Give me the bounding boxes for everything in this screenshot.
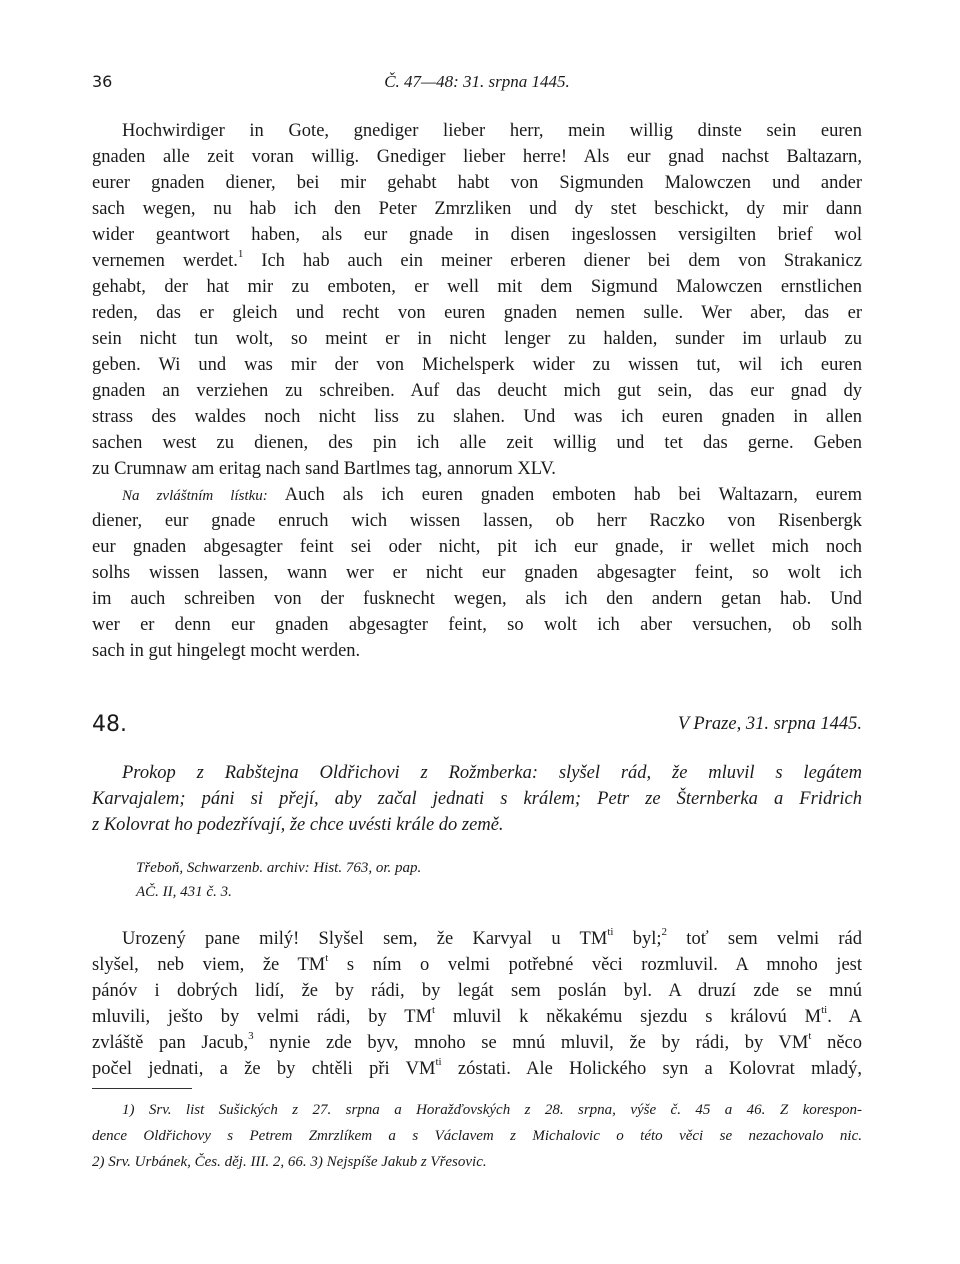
document-48-text: [92, 926, 862, 1082]
page-header: [92, 72, 862, 98]
note-label: Na zvláštním lístku:: [122, 488, 268, 504]
text-line: solhs wissen lassen, wann wer er nicht eur gnaden abgesagter feint, so wolt ich: [92, 563, 862, 583]
text-line: wider geantwort haben, als eur gnade in disen ingeslossen versigilten brief wol: [92, 225, 862, 245]
text-span: zvláště pan Jacub,: [92, 1033, 249, 1053]
place-date: V Praze, 31. srpna 1445.: [677, 714, 862, 734]
source-info: [136, 856, 421, 904]
text-span: mluvili, ješto by velmi rádi, by TM: [92, 1007, 433, 1027]
document-number: 48.: [92, 712, 127, 737]
text-line: sein nicht tun wolt, so meint er in nicht lenger zu halden, sunder im urlaub zu: [92, 329, 862, 349]
text-line: gehabt, der hat mir zu emboten, er well mit dem Sigmund Malowczen ernstlichen: [92, 277, 862, 297]
footnote-line: dence Oldřichovy s Petrem Zmrzlíkem a s Václavem z Michalovic o této věci se nezachovalo nic.: [92, 1128, 862, 1144]
text-line: pánóv i dobrých lidí, že by rádi, by legát sem poslán byl. A druzí zde se mnú: [92, 981, 862, 1001]
text-line: [92, 1004, 862, 1030]
page-number: 36: [92, 72, 113, 91]
superscript: t: [432, 1003, 436, 1016]
regest-line: Prokop z Rabštejna Oldřichovi z Rožmberka: slyšel rád, že mluvil s legátem: [122, 763, 862, 783]
regest-line: Karvajalem; páni si přejí, aby začal jednati s králem; Petr ze Šternberka a Fridrich: [92, 789, 862, 809]
superscript: t: [808, 1029, 812, 1042]
text-line: eur gnaden abgesagter feint sei oder nicht, pit ich eur gnade, ir wellet mich noch: [92, 537, 862, 557]
text-line: reden, das er gleich und recht von euren gnaden nemen sulle. Wer aber, das er: [92, 303, 862, 323]
footnote-divider: [92, 1088, 192, 1089]
text-line: strass des waldes noch nicht liss zu slahen. Und was ich euren gnaden in allen: [92, 407, 862, 427]
document-48-heading: [92, 712, 862, 742]
text-span: s ním o velmi potřebné věci rozmluvil. A mnoho jest: [328, 955, 862, 975]
text-line: [92, 1056, 862, 1082]
source-line: AČ. II, 431 č. 3.: [136, 884, 232, 900]
text-span: Auch als ich euren gnaden emboten hab bei Waltazarn, eurem: [267, 485, 862, 505]
text-span: mluvil k někakému sjezdu s královú M: [435, 1007, 822, 1027]
text-span: slyšel, neb viem, že TM: [92, 955, 326, 975]
document-47-text: [92, 118, 862, 664]
closing-line: zu Crumnaw am eritag nach sand Bartlmes tag, annorum XLV.: [92, 459, 556, 479]
text-span: byl;: [613, 929, 662, 949]
text-span: vernemen werdet.: [92, 251, 238, 271]
text-line: geben. Wi und was mir der von Michelsperk wider zu wissen tut, wil ich euren: [92, 355, 862, 375]
text-line: gnaden alle zeit voran willig. Gnediger lieber herre! Als eur gnad nachst Baltazarn,: [92, 147, 862, 167]
regest: [92, 760, 862, 838]
text-span: . A: [827, 1007, 863, 1027]
text-line: diener, eur gnade enruch wich wissen lassen, ob herr Raczko von Risenbergk: [92, 511, 862, 531]
footnote-ref: 1: [237, 247, 244, 260]
text-line: [92, 248, 862, 274]
text-span: počel jednati, a že by chtěli při VM: [92, 1059, 436, 1079]
text-span: toť sem velmi rád: [667, 929, 863, 949]
footnote-ref: 2: [661, 925, 668, 938]
text-line: [92, 1030, 862, 1056]
text-line: im auch schreiben von der fusknecht wegen, als ich den andern getan hab. Und: [92, 589, 862, 609]
text-line: sachen west zu dienen, des pin ich alle zeit willig und tet das gerne. Geben: [92, 433, 862, 453]
footnote-ref: 3: [248, 1029, 254, 1042]
running-title: Č. 47—48: 31. srpna 1445.: [384, 72, 570, 91]
text-line: eurer gnaden diener, bei mir gehabt habt von Sigmunden Malowczen und ander: [92, 173, 862, 193]
superscript: ti: [821, 1003, 828, 1016]
note-first-line: [92, 482, 862, 508]
text-line: [92, 926, 862, 952]
text-line: wer er denn eur gnaden abgesagter feint, so wolt ich aber versuchen, ob solh: [92, 615, 862, 635]
text-span: nynie zde byv, mnoho se mnú mluvil, že by rádi, by VM: [253, 1033, 809, 1053]
footnote-line: 1) Srv. list Sušických z 27. srpna a Horažďovských z 28. srpna, výše č. 45 a 46. Z korespon-: [122, 1102, 862, 1118]
superscript: t: [325, 951, 329, 964]
source-line: Třeboň, Schwarzenb. archiv: Hist. 763, or. pap.: [136, 860, 422, 876]
text-span: zóstati. Ale Holického syn a Kolovrat mladý,: [441, 1059, 862, 1079]
footnotes: [92, 1099, 862, 1177]
text-span: Urozený pane milý! Slyšel sem, že Karvyal u TM: [122, 929, 608, 949]
text-span: Ich hab auch ein meiner erberen diener bei dem von Strakanicz: [243, 251, 862, 271]
regest-line: z Kolovrat ho podezřívají, že chce uvésti krále do země.: [92, 815, 504, 835]
text-line: gnaden an verziehen zu schreiben. Auf das deucht mich gut sein, das eur gnad dy: [92, 381, 862, 401]
text-line: [92, 952, 862, 978]
superscript: ti: [435, 1055, 442, 1068]
text-line: Hochwirdiger in Gote, gnediger lieber herr, mein willig dinste sein euren: [122, 121, 862, 141]
footnote-line: 2) Srv. Urbánek, Čes. děj. III. 2, 66. 3) Nejspíše Jakub z Vřesovic.: [92, 1154, 487, 1170]
text-line: sach in gut hingelegt mocht werden.: [92, 641, 361, 661]
text-line: sach wegen, nu hab ich den Peter Zmrzliken und dy stet beschickt, dy mir dann: [92, 199, 862, 219]
text-span: něco: [811, 1033, 862, 1053]
superscript: ti: [607, 925, 614, 938]
